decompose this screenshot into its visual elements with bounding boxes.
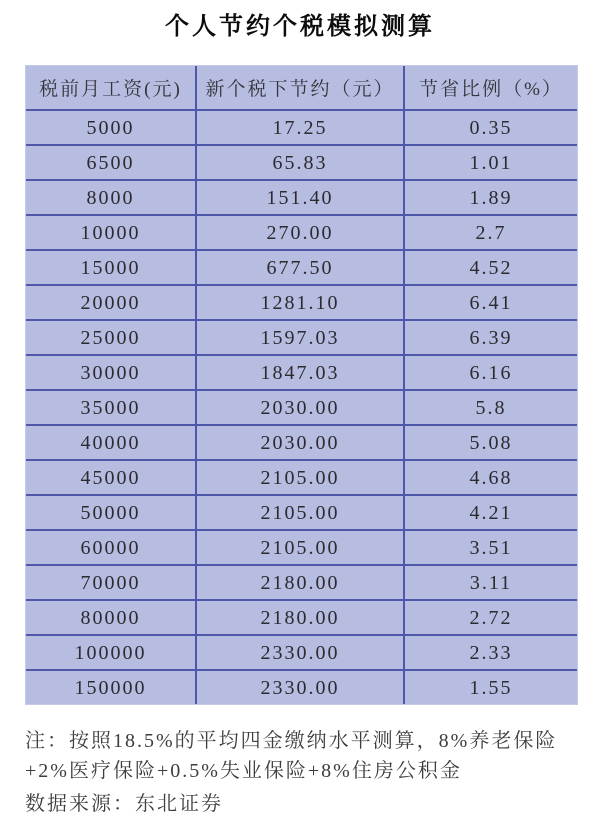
tax-savings-table-wrapper xyxy=(25,65,578,705)
ratio-cell: 5.08 xyxy=(404,425,577,460)
note-method: 注：按照18.5%的平均四金缴纳水平测算，8%养老保险+2%医疗保险+0.5%失业保险+8%住房公积金 xyxy=(25,730,558,782)
ratio-cell: 2.33 xyxy=(404,635,577,670)
saving-cell: 17.25 xyxy=(196,110,404,145)
saving-cell: 2180.00 xyxy=(196,600,404,635)
header-ratio: 节省比例（%） xyxy=(404,66,577,110)
table-row xyxy=(26,495,577,530)
table-row xyxy=(26,110,577,145)
page-title: 个人节约个税模拟测算 xyxy=(165,14,435,40)
saving-cell: 1847.03 xyxy=(196,355,404,390)
salary-cell: 35000 xyxy=(26,390,196,425)
ratio-cell: 4.52 xyxy=(404,250,577,285)
saving-cell: 2030.00 xyxy=(196,425,404,460)
saving-cell: 151.40 xyxy=(196,180,404,215)
saving-cell: 2105.00 xyxy=(196,495,404,530)
salary-cell: 6500 xyxy=(26,145,196,180)
header-salary: 税前月工资(元) xyxy=(26,66,196,110)
salary-cell: 15000 xyxy=(26,250,196,285)
table-row xyxy=(26,635,577,670)
salary-cell: 10000 xyxy=(26,215,196,250)
table-row xyxy=(26,530,577,565)
table-row xyxy=(26,180,577,215)
table-row xyxy=(26,285,577,320)
salary-cell: 45000 xyxy=(26,460,196,495)
saving-cell: 677.50 xyxy=(196,250,404,285)
ratio-cell: 4.21 xyxy=(404,495,577,530)
table-row xyxy=(26,600,577,635)
salary-cell: 25000 xyxy=(26,320,196,355)
ratio-cell: 1.89 xyxy=(404,180,577,215)
saving-cell: 2330.00 xyxy=(196,670,404,704)
table-row xyxy=(26,460,577,495)
table-row xyxy=(26,425,577,460)
salary-cell: 40000 xyxy=(26,425,196,460)
table-row xyxy=(26,390,577,425)
table-header-row xyxy=(26,66,577,110)
header-saving: 新个税下节约（元） xyxy=(196,66,404,110)
ratio-cell: 1.01 xyxy=(404,145,577,180)
saving-cell: 2180.00 xyxy=(196,565,404,600)
table-row xyxy=(26,320,577,355)
ratio-cell: 6.16 xyxy=(404,355,577,390)
saving-cell: 1597.03 xyxy=(196,320,404,355)
table-row xyxy=(26,670,577,704)
salary-cell: 70000 xyxy=(26,565,196,600)
saving-cell: 2105.00 xyxy=(196,530,404,565)
salary-cell: 100000 xyxy=(26,635,196,670)
ratio-cell: 6.41 xyxy=(404,285,577,320)
salary-cell: 80000 xyxy=(26,600,196,635)
table-row xyxy=(26,250,577,285)
salary-cell: 30000 xyxy=(26,355,196,390)
saving-cell: 2330.00 xyxy=(196,635,404,670)
ratio-cell: 2.7 xyxy=(404,215,577,250)
ratio-cell: 4.68 xyxy=(404,460,577,495)
table-row xyxy=(26,355,577,390)
ratio-cell: 3.51 xyxy=(404,530,577,565)
salary-cell: 150000 xyxy=(26,670,196,704)
salary-cell: 20000 xyxy=(26,285,196,320)
salary-cell: 8000 xyxy=(26,180,196,215)
salary-cell: 5000 xyxy=(26,110,196,145)
ratio-cell: 3.11 xyxy=(404,565,577,600)
saving-cell: 1281.10 xyxy=(196,285,404,320)
ratio-cell: 5.8 xyxy=(404,390,577,425)
ratio-cell: 2.72 xyxy=(404,600,577,635)
salary-cell: 50000 xyxy=(26,495,196,530)
note-source: 数据来源：东北证券 xyxy=(25,793,223,815)
saving-cell: 2105.00 xyxy=(196,460,404,495)
table-row xyxy=(26,145,577,180)
saving-cell: 270.00 xyxy=(196,215,404,250)
ratio-cell: 6.39 xyxy=(404,320,577,355)
saving-cell: 65.83 xyxy=(196,145,404,180)
salary-cell: 60000 xyxy=(26,530,196,565)
ratio-cell: 0.35 xyxy=(404,110,577,145)
saving-cell: 2030.00 xyxy=(196,390,404,425)
ratio-cell: 1.55 xyxy=(404,670,577,704)
table-row xyxy=(26,215,577,250)
table-row xyxy=(26,565,577,600)
tax-savings-table xyxy=(26,66,577,704)
